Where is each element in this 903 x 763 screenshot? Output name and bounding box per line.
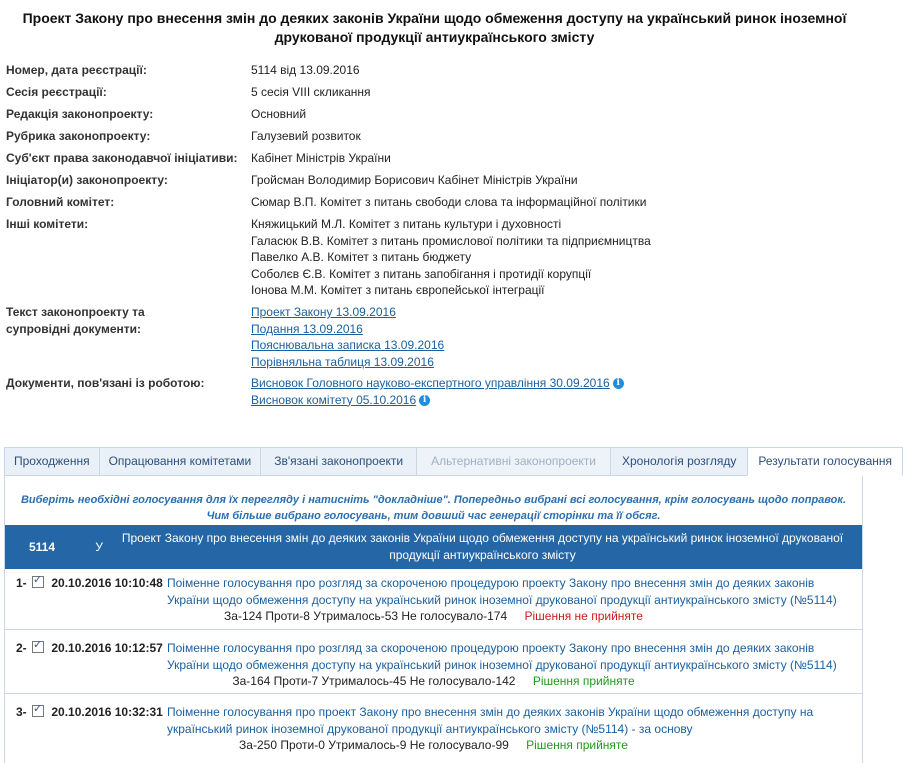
vote-index: 3- (16, 705, 27, 719)
tab-voting-results[interactable]: Результати голосування (747, 447, 903, 476)
related-label: Документи, пов'язані із роботою: (6, 376, 205, 390)
vote-counts: За-250 Проти-0 Утрималось-9 Не голосувало-99 (239, 738, 509, 752)
info-icon[interactable]: i (613, 378, 624, 389)
subject-value: Кабінет Міністрів України (251, 151, 391, 165)
edition-value: Основний (251, 107, 307, 121)
tab-bar (4, 447, 893, 476)
vote-index: 1- (16, 576, 27, 590)
vote-checkbox[interactable] (32, 641, 44, 653)
vote-counts: За-164 Проти-7 Утрималось-45 Не голосувало-142 (232, 674, 516, 688)
vote-checkbox[interactable] (32, 576, 44, 588)
vote-result: Рішення не прийняте (524, 609, 643, 623)
committee-item: Соболєв Є.В. Комітет з питань запобігання і протидії корупції (251, 266, 592, 281)
bill-header-title: Проект Закону про внесення змін до деяких законів України щодо обмеження доступу на український ринок іноземної друкованої продукції антиукраїнського змісту (121, 531, 844, 562)
initiator-label: Ініціатор(и) законопроекту: (6, 173, 168, 187)
vote-counts: За-124 Проти-8 Утрималось-53 Не голосувало-174 (224, 609, 508, 623)
vote-datetime: 20.10.2016 10:32:31 (51, 705, 163, 719)
tab-committees[interactable]: Опрацювання комітетами (99, 447, 262, 475)
hint-line: Чим більше вибрано голосувань, тим довший час генерації сторінки та її обсяг. (206, 510, 661, 522)
bill-info (6, 62, 866, 408)
vote-datetime: 20.10.2016 10:10:48 (51, 576, 163, 590)
subject-label: Суб'єкт права законодавчої ініціативи: (6, 151, 238, 165)
other-committees-label: Інші комітети: (6, 217, 89, 231)
edition-label: Редакція законопроекту: (6, 107, 154, 121)
vote-index: 2- (16, 641, 27, 655)
vote-row (5, 569, 862, 630)
session-value: 5 сесія VIII скликання (251, 85, 371, 99)
info-icon[interactable]: i (419, 395, 430, 406)
reg-value: 5114 від 13.09.2016 (251, 63, 360, 77)
committee-item: Павелко А.В. Комітет з питань бюджету (251, 250, 472, 264)
vote-description-link[interactable]: Поіменне голосування про розгляд за скороченою процедурою проекту Закону про внесення змін до деяких законів України щодо обмеження доступу на український ринок іноземної друкованої продукції антиукраїнського змісту (№5114) (167, 576, 837, 607)
doc-link-comparative-table[interactable]: Порівняльна таблиця 13.09.2016 (251, 354, 434, 369)
page-title: Проект Закону про внесення змін до деяких законів України щодо обмеження доступу на український ринок іноземної друкованої продукції антиукраїнського змісту (22, 10, 847, 45)
committee-item: Іонова М.М. Комітет з питань європейської інтеграції (251, 283, 545, 297)
initiator-value: Гройсман Володимир Борисович Кабінет Міністрів України (251, 173, 578, 187)
doc-link-explanatory-note[interactable]: Пояснювальна записка 13.09.2016 (251, 338, 445, 352)
main-committee-value: Сюмар В.П. Комітет з питань свободи слова та інформаційної політики (251, 195, 647, 209)
committee-item: Галасюк В.В. Комітет з питань промислової політики та підприємництва (251, 233, 651, 248)
rubric-label: Рубрика законопроекту: (6, 129, 151, 143)
tab-alternative-bills: Альтернативні законопроекти (416, 447, 611, 475)
tab-passage[interactable]: Проходження (4, 447, 100, 475)
voting-results-panel (4, 476, 863, 763)
vote-result: Рішення прийняте (526, 738, 628, 752)
other-committees-list (251, 216, 651, 304)
main-committee-label: Головний комітет: (6, 195, 115, 209)
bill-number: 5114 (28, 540, 56, 554)
doc-link-submission[interactable]: Подання 13.09.2016 (251, 321, 363, 336)
vote-row (5, 694, 862, 763)
rubric-value: Галузевий розвиток (251, 129, 361, 143)
bill-header-bar (5, 525, 862, 569)
reg-label: Номер, дата реєстрації: (6, 63, 147, 77)
committee-item: Княжицький М.Л. Комітет з питань культури і духовності (251, 217, 562, 231)
tab-chronology[interactable]: Хронологія розгляду (610, 447, 748, 475)
vote-datetime: 20.10.2016 10:12:57 (51, 641, 163, 655)
vote-description-link[interactable]: Поіменне голосування про розгляд за скороченою процедурою проекту Закону про внесення змін до деяких законів України щодо обмеження доступу на український ринок іноземної друкованої продукції антиукраїнського змісту (№5114) (167, 641, 837, 672)
related-link-expert-conclusion[interactable]: Висновок Головного науково-експертного управління 30.09.2016 (251, 376, 610, 390)
related-link-committee-conclusion[interactable]: Висновок комітету 05.10.2016 (251, 392, 417, 407)
vote-row (5, 630, 862, 694)
tab-linked-bills[interactable]: Зв'язані законопроекти (260, 447, 417, 475)
texts-list (251, 304, 444, 375)
related-list (251, 375, 624, 408)
doc-link-project[interactable]: Проект Закону 13.09.2016 (251, 305, 396, 319)
session-label: Сесія реєстрації: (6, 85, 107, 99)
bill-status: У (95, 540, 103, 554)
vote-checkbox[interactable] (32, 705, 44, 717)
vote-result: Рішення прийняте (532, 674, 635, 688)
hint-text (5, 476, 862, 524)
vote-description-link[interactable]: Поіменне голосування про проект Закону про внесення змін до деяких законів України щодо обмеження доступу на український ринок іноземної друкованої продукції антиукраїнського змісту (№5114) - за основу (167, 705, 814, 736)
hint-line: Виберіть необхідні голосування для їх перегляду і натисніть "докладніше". Попередньо вибрані всі голосування, крім голосувань щодо поправок. (20, 494, 847, 506)
texts-label: Текст законопроекту та супровідні документи: (6, 305, 145, 336)
